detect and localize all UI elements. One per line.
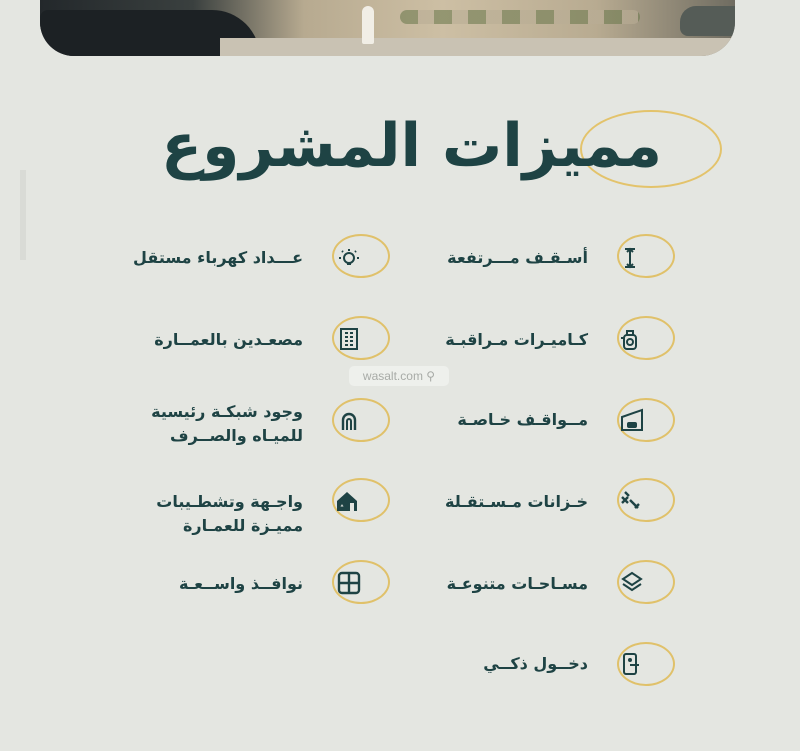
feature-label: مميـزة للعمـارة xyxy=(182,516,303,535)
surveillance-camera-icon xyxy=(617,326,643,352)
feature-label: نوافــذ واســعـة xyxy=(178,574,303,593)
feature-label: واجـهة وتشطـيبات xyxy=(156,492,303,511)
private-parking-icon xyxy=(619,407,645,433)
water-tank-icon xyxy=(617,488,643,514)
feature-label: خـزانات مـسـتقـلة xyxy=(445,492,588,511)
feature-label: كـاميـرات مـراقبـة xyxy=(445,330,588,349)
road xyxy=(220,38,735,56)
feature-label: دخــول ذكــي xyxy=(483,654,588,673)
feature-label: مسـاحـات متنوعـة xyxy=(446,574,588,593)
edge-mark xyxy=(20,170,26,260)
feature-label: مــواقـف خـاصـة xyxy=(457,410,588,429)
person-figure xyxy=(362,6,374,44)
landscaping xyxy=(400,10,640,24)
hero-photo xyxy=(40,0,735,56)
electricity-meter-icon xyxy=(336,246,362,272)
smart-entry-icon xyxy=(617,651,643,677)
varied-spaces-icon xyxy=(619,570,645,596)
ceiling-height-icon xyxy=(617,245,643,271)
watermark: wasalt.com ⚲ xyxy=(349,366,449,386)
feature-label: للميـاه والصــرف xyxy=(170,426,303,445)
elevator-icon xyxy=(336,326,362,352)
page-title: مميزات المشروع xyxy=(161,111,662,181)
plumbing-network-icon xyxy=(336,408,362,434)
parked-car-right xyxy=(680,6,735,36)
feature-label: عـــداد كهرباء مستقل xyxy=(133,248,303,267)
wide-windows-icon xyxy=(336,570,362,596)
feature-label: أسـقـف مـــرتفعة xyxy=(447,248,588,267)
feature-label: وجود شبكـة رئيسية xyxy=(151,402,303,421)
building-facade-icon xyxy=(335,488,361,514)
feature-label: مصعـدين بالعمــارة xyxy=(154,330,303,349)
